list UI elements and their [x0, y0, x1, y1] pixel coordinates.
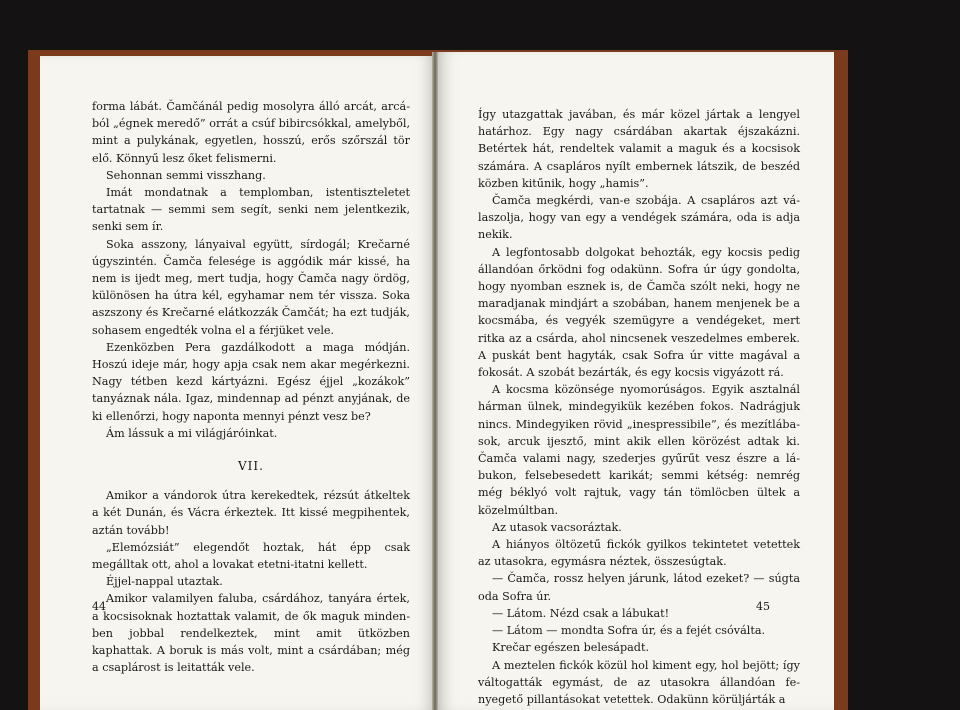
paragraph: — Látom. Nézd csak a lábukat! — [492, 606, 670, 620]
paragraph: Imát mondatnak a templomban, istentiszteletet tartatnak — semmi sem segít, senki nem jelentkezik, senki sem ír. — [92, 186, 410, 234]
paragraph: Ám lássuk a mi világjáróinkat. — [106, 426, 278, 440]
paragraph: Az utasok vacsoráztak. — [492, 520, 622, 534]
paragraph: Így utazgattak javában, és már közel jártak a lengyel határhoz. Egy nagy csárdában akartak éjszakázni. Betértek hát, rendeltek valamit a maguk és a kocsisok számára. A csapláros nyílt embernek látszik, de beszéd közben kitűnik, hogy „hamis”. — [478, 108, 800, 190]
left-page — [40, 56, 436, 710]
book-gutter — [432, 52, 438, 710]
paragraph: Amikor valamilyen faluba, csárdához, tanyára értek, a kocsisoknak hoztattak valamit, de ők maguk mindenben jobbal rendelkeztek, mint amit ütközben kaphattak. A boruk is más volt, mint a csárdában; még a csaplárost is leitatták vele. — [92, 592, 410, 675]
paragraph: A legfontosabb dolgokat behozták, egy kocsis pedig állandóan őrködni fog odakünn. Sofra úr úgy gondolta, hogy nyomban esznek is, de Čamča szólt neki, hogy ne maradjanak mindjárt a szobában, hanem menjenek be a kocsmába, és vegyék szemügyre a vendégeket, mert ritka az a csárda, ahol nincsenek veszedelmes emberek. A puskát bent hagyták, csak Sofra úr vitte magával a fokosát. A szobát bezárták, és egy kocsis vigyázott rá. — [478, 245, 800, 380]
paragraph: Éjjel-nappal utaztak. — [106, 575, 223, 589]
left-page-text — [92, 98, 410, 677]
paragraph: Amikor a vándorok útra kerekedtek, rézsút átkeltek a két Dunán, és Vácra érkeztek. Itt kissé megpihentek, aztán tovább! — [92, 489, 410, 537]
chapter-heading: VII. — [238, 459, 264, 474]
paragraph: A kocsma közönsége nyomorúságos. Egyik asztalnál hárman ülnek, mindegyikük kezében fokos. Nadrágjuk nincs. Mindegyiken rövid „inespressibile”, és mezítlábasok, arcuk ijesztő, mint akik ellen körözést adtak ki. Čamča valami nagy, szederjes gyűrűt vesz észre a lábukon, felsebesedett karikát; semmi kétség: nemrég még béklyó volt rajtuk, vagy tán tömlöcben ültek a közelmúltban. — [478, 383, 800, 517]
paragraph: A hiányos öltözetű fickók gyilkos tekintetet vetettek az utasokra, egymásra néztek, összesúgtak. — [478, 538, 800, 569]
right-page-text — [478, 106, 800, 708]
paragraph: Čamča megkérdi, van-e szobája. A csapláros azt válaszolja, hogy van egy a vendégek számára, oda is adja nekik. — [478, 194, 800, 242]
paragraph: — Čamča, rossz helyen járunk, látod ezeket? — súgta oda Sofra úr. — [478, 572, 800, 603]
paragraph: Ezenközben Pera gazdálkodott a maga módján. Hoszú ideje már, hogy apja csak nem akar megérkezni. Nagy tétben kezd kártyázni. Egész éjjel „kozákok” tanyáznak nála. Igaz, mindennap ad pénzt anyjának, de ki ellenőrzi, hogy naponta mennyi pénzt vesz be? — [92, 340, 410, 423]
paragraph: Krečar egészen belesápadt. — [492, 641, 650, 655]
paragraph: forma lábát. Čamčánál pedig mosolyra álló arcát, arcából „égnek meredő” orrát a csúf bibircsókkal, amelyből, mint a pulykának, egyetlen, hosszú, erős szőrszál tör elő. Könnyű lesz őket felismerni. — [92, 100, 410, 165]
page-number: 45 — [756, 600, 770, 613]
paragraph: — Látom — mondta Sofra úr, és a fejét csóválta. — [492, 624, 766, 638]
paragraph: Soka asszony, lányaival együtt, sírdogál; Krečarné úgyszintén. Čamča felesége is aggódik már kissé, ha nem is ijedt meg, mert tudja, hogy Čamča nagy ördög, különösen ha útra kél, egyhamar nem tér vissza. Soka aszszony és Krečarné elátkozzák Čamčát; ha ezt tudják, sohasem engedték volna el a férjüket vele. — [92, 237, 410, 337]
right-page — [436, 52, 834, 710]
page-number: 44 — [92, 600, 106, 613]
paragraph: A meztelen fickók közül hol kiment egy, hol bejött; így váltogatták egymást, de az utasokra állandóan fenyegető pillantásokat vetettek. Odakünn körüljárták a — [478, 658, 800, 706]
paragraph: Sehonnan semmi visszhang. — [106, 168, 266, 182]
paragraph: „Elemózsiát” elegendőt hoztak, hát épp csak megálltak ott, ahol a lovakat etetni-itatni kellett. — [92, 540, 410, 572]
